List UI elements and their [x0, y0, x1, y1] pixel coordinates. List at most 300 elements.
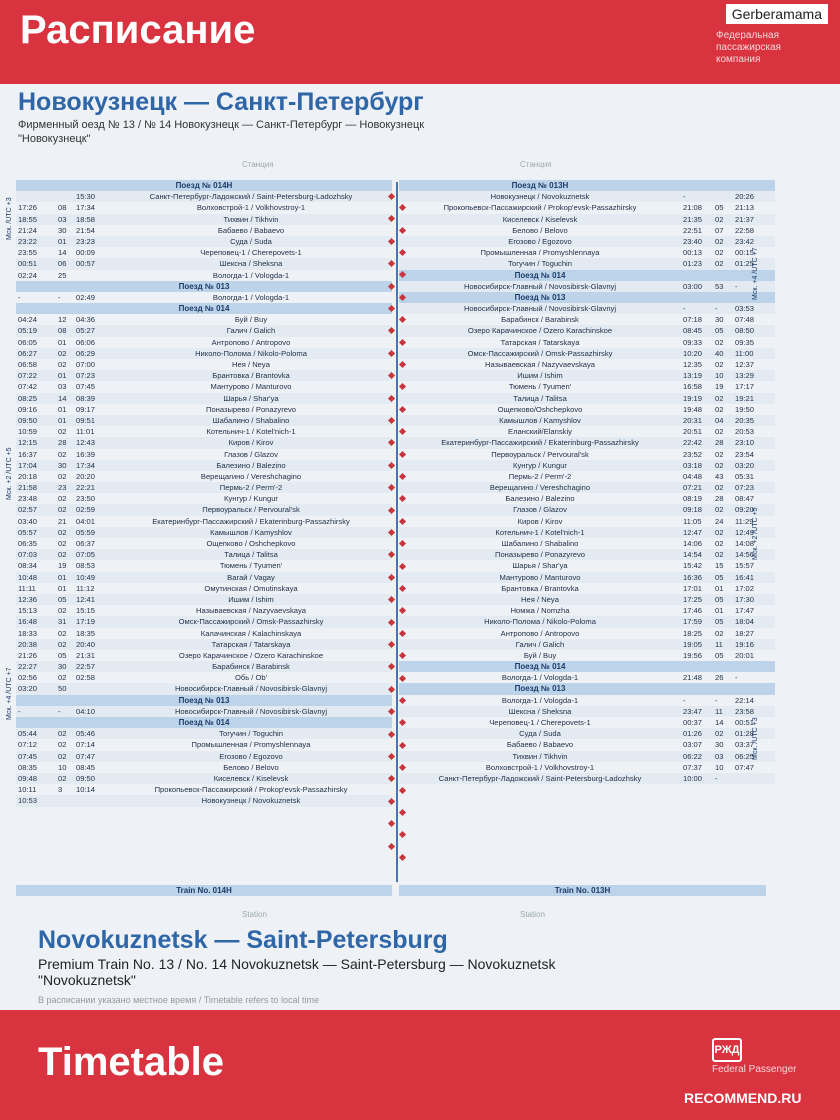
train-number-label: Поезд № 013: [178, 695, 230, 705]
table-row: [16, 639, 392, 650]
timezone-label: Мск. +4 /UTC +7: [752, 247, 759, 300]
stop-minutes: 05: [715, 594, 724, 604]
stop-minutes: 05: [715, 203, 724, 213]
arrival-time: 19:19: [683, 393, 703, 403]
route-divider: [396, 182, 398, 882]
departure-time: 07:47: [76, 751, 96, 761]
stop-minutes: 02: [715, 539, 724, 548]
stop-minutes: -: [58, 706, 61, 716]
station-name: Глазов / Glazov: [224, 449, 278, 459]
station-name: Санкт-Петербург-Ладожский / Saint-Petersburg-Ladozhsky: [438, 773, 642, 783]
arrival-time: 09:16: [18, 404, 38, 414]
departure-time: 17:34: [76, 203, 96, 213]
stop-minutes: 14: [715, 718, 724, 727]
departure-time: 03:53: [735, 304, 755, 314]
stop-minutes: 01: [58, 583, 67, 593]
stop-minutes: 30: [58, 225, 67, 235]
stop-minutes: 01: [58, 404, 67, 414]
watermark-bottom: RECOMMEND.RU: [684, 1090, 802, 1106]
station-name: Талица / Talitsa: [224, 550, 278, 560]
table-row: [399, 538, 775, 549]
station-name: Вологда-1 / Vologda-1: [501, 695, 579, 705]
table-row: [399, 516, 775, 527]
station-name: Озеро Карачинское / Ozero Karachinskoe: [467, 326, 613, 336]
departure-time: 23:10: [735, 438, 755, 448]
station-name: Ощепково/Oshchepkovo: [497, 404, 583, 414]
stop-minutes: 05: [715, 650, 724, 660]
stop-minutes: 02: [58, 729, 67, 739]
table-row: [399, 471, 775, 482]
station-name: Галич / Galich: [515, 639, 565, 649]
train-number-label: Поезд № 013Н: [511, 181, 569, 190]
departure-time: 06:06: [76, 337, 96, 347]
stop-minutes: 02: [715, 460, 724, 470]
arrival-time: 16:37: [18, 449, 38, 459]
stop-minutes: 14: [58, 393, 67, 403]
stop-minutes: 30: [715, 315, 724, 325]
station-name: Новосибирск-Главный / Novosibirsk-Glavnyj: [463, 304, 617, 314]
departure-time: 07:23: [76, 371, 96, 381]
stop-minutes: 02: [715, 214, 724, 224]
station-name: Барабинск / Barabinsk: [212, 662, 290, 672]
route-marker: [399, 809, 406, 816]
brand-name: Federal Passenger: [712, 1064, 797, 1075]
departure-time: 02:49: [76, 292, 96, 302]
departure-time: 04:36: [76, 315, 96, 325]
table-row: [16, 214, 392, 225]
arrival-time: 23:22: [18, 236, 38, 246]
departure-time: 21:31: [76, 650, 96, 660]
route-title-ru: Новокузнецк — Санкт-Петербург: [18, 88, 424, 116]
departure-time: 17:02: [735, 583, 755, 593]
route-marker: [388, 843, 395, 850]
departure-time: 07:45: [76, 382, 96, 392]
table-row: [399, 650, 775, 661]
table-row: [399, 325, 775, 336]
arrival-time: 14:06: [683, 539, 703, 548]
departure-time: 19:16: [735, 639, 755, 649]
stop-minutes: 05: [715, 617, 724, 627]
arrival-time: 03:18: [683, 460, 703, 470]
train-section-header: [399, 180, 775, 191]
table-row: [16, 393, 392, 404]
station-name: Пермь-2 / Perm'-2: [219, 483, 283, 493]
arrival-time: 05:57: [18, 527, 38, 537]
station-name: Нея / Neya: [521, 594, 559, 604]
table-row: [399, 605, 775, 616]
table-row: [16, 549, 392, 560]
departure-time: 19:21: [735, 393, 755, 403]
departure-time: 00:51: [735, 718, 755, 727]
table-row: [16, 751, 392, 762]
stop-minutes: -: [715, 773, 718, 783]
arrival-time: 12:47: [683, 527, 703, 537]
station-name: Еланский/Elanskiy: [508, 427, 572, 437]
table-row: [16, 650, 392, 661]
table-return: [399, 180, 775, 784]
station-name: Называевская / Nazyvaevskaya: [484, 360, 596, 369]
table-row: [16, 560, 392, 571]
departure-time: 03:37: [735, 740, 755, 750]
departure-time: 00:09: [76, 248, 96, 258]
stop-minutes: 30: [58, 460, 67, 470]
table-row: [399, 359, 775, 370]
stop-minutes: 01: [58, 236, 67, 246]
table-row: [16, 683, 392, 694]
stop-minutes: 02: [715, 337, 724, 347]
departure-time: 11:01: [76, 427, 95, 437]
table-row: [399, 314, 775, 325]
table-row: [16, 404, 392, 415]
station-name: Суда / Suda: [519, 729, 561, 739]
arrival-time: 23:55: [18, 248, 38, 258]
table-row: [16, 348, 392, 359]
arrival-time: 07:22: [18, 371, 38, 381]
station-name: Брантовка / Brantovka: [212, 371, 290, 381]
arrival-time: 03:40: [18, 516, 38, 526]
station-name: Обь / Ob': [234, 673, 268, 683]
train-number-label: Поезд № 014: [514, 270, 566, 280]
station-name: Брантовка / Brantovka: [501, 583, 579, 593]
departure-time: 16:41: [735, 572, 755, 582]
station-name: Тюмень / Tyumen': [508, 382, 572, 392]
route-marker: [399, 854, 406, 861]
table-row: [399, 527, 775, 538]
train-section-header: [16, 281, 392, 292]
departure-time: 22:57: [76, 662, 96, 672]
arrival-time: 06:58: [18, 360, 38, 369]
station-name: Называевская / Nazyvaevskaya: [195, 606, 307, 616]
arrival-time: 15:13: [18, 606, 38, 616]
train-section-header: [399, 683, 775, 694]
departure-time: 14:56: [735, 550, 755, 560]
station-name: Екатеринбург-Пассажирский / Ekaterinburg-Passazhirsky: [441, 438, 639, 448]
table-row: [16, 594, 392, 605]
departure-time: 11:00: [735, 348, 754, 358]
table-row: [399, 728, 775, 739]
arrival-time: 05:19: [18, 326, 38, 336]
station-name: Мантурово / Manturovo: [210, 382, 292, 392]
table-row: [399, 348, 775, 359]
stop-minutes: 26: [715, 673, 724, 683]
arrival-time: 06:05: [18, 337, 38, 347]
station-name: Киров / Kirov: [517, 516, 563, 526]
table-row: [399, 236, 775, 247]
departure-time: 09:35: [735, 337, 755, 347]
stop-minutes: 02: [715, 259, 724, 269]
arrival-time: 16:48: [18, 617, 38, 627]
arrival-time: 06:27: [18, 348, 38, 358]
table-row: [399, 493, 775, 504]
departure-time: 07:23: [735, 483, 755, 493]
departure-time: 18:04: [735, 617, 755, 627]
station-name: Барабинск / Barabinsk: [501, 315, 579, 325]
departure-time: -: [735, 673, 738, 683]
subtitle-ru-line2: "Новокузнецк": [18, 133, 91, 145]
stop-minutes: 02: [58, 773, 67, 783]
table-row: [16, 739, 392, 750]
departure-time: 10:49: [76, 572, 96, 582]
table-row: [399, 695, 775, 706]
station-name: Волховстрой-1 / Volkhovstroy-1: [485, 762, 595, 772]
station-name: Прокопьевск-Пассажирский / Prokop'evsk-Passazhirsky: [443, 203, 637, 213]
station-name: Котельнич-1 / Kotel'nich-1: [495, 527, 585, 537]
arrival-time: 17:25: [683, 594, 703, 604]
departure-time: 23:58: [735, 706, 755, 716]
table-row: [399, 225, 775, 236]
station-name: Вологда-1 / Vologda-1: [212, 292, 290, 302]
station-name: Мантурово / Manturovo: [499, 572, 581, 582]
arrival-time: 18:33: [18, 628, 38, 638]
departure-time: 20:53: [735, 427, 755, 437]
stop-minutes: 30: [58, 662, 67, 672]
station-name: Санкт-Петербург-Ладожский / Saint-Petersburg-Ladozhsky: [149, 192, 353, 202]
table-row: [16, 236, 392, 247]
arrival-time: 21:58: [18, 483, 38, 493]
departure-time: 01:28: [735, 729, 755, 739]
station-name: Тогучин / Toguchin: [508, 259, 572, 269]
arrival-time: 07:03: [18, 550, 38, 560]
station-name: Новокузнецк / Novokuznetsk: [201, 796, 301, 806]
train-label-right: Train No. 013H: [399, 885, 766, 896]
table-row: [399, 449, 775, 460]
arrival-time: 20:18: [18, 471, 38, 481]
stop-minutes: 02: [58, 527, 67, 537]
table-row: [399, 258, 775, 269]
arrival-time: 22:51: [683, 225, 703, 235]
arrival-time: 15:42: [683, 561, 703, 571]
table-row: [399, 549, 775, 560]
arrival-time: 12:36: [18, 594, 38, 604]
departure-time: 05:27: [76, 326, 96, 336]
table-row: [16, 773, 392, 784]
station-name: Первоуральск / Pervoural'sk: [202, 505, 300, 515]
train-section-header: [16, 717, 392, 728]
arrival-time: 22:27: [18, 662, 38, 672]
departure-time: 08:53: [76, 561, 96, 571]
departure-time: 23:50: [76, 494, 96, 504]
station-name: Антропово / Antropovo: [500, 628, 580, 638]
arrival-time: 21:24: [18, 225, 38, 235]
departure-time: 13:29: [735, 371, 755, 381]
table-row: [399, 281, 775, 292]
arrival-time: 11:05: [683, 516, 702, 526]
stop-minutes: 02: [58, 348, 67, 358]
table-row: [399, 628, 775, 639]
arrival-time: 00:51: [18, 259, 38, 269]
stop-minutes: 01: [58, 572, 67, 582]
arrival-time: 12:35: [683, 360, 703, 369]
table-row: [16, 225, 392, 236]
table-row: [16, 202, 392, 213]
departure-time: 11:12: [76, 583, 95, 593]
table-row: [399, 762, 775, 773]
stop-minutes: 23: [58, 483, 67, 493]
departure-time: 05:59: [76, 527, 96, 537]
stop-minutes: 01: [58, 415, 67, 425]
stop-minutes: 05: [58, 650, 67, 660]
stop-minutes: 10: [715, 762, 724, 772]
arrival-time: 20:31: [683, 415, 703, 425]
departure-time: 17:34: [76, 460, 96, 470]
local-time-note: В расписании указано местное время / Timetable refers to local time: [38, 995, 319, 1005]
arrival-time: -: [18, 706, 21, 716]
stop-minutes: 15: [715, 561, 724, 571]
station-name: Череповец-1 / Cherepovets-1: [200, 248, 302, 258]
stop-minutes: 02: [58, 449, 67, 459]
stop-minutes: 02: [715, 248, 724, 258]
stop-minutes: 02: [58, 494, 67, 504]
station-name: Камышлов / Kamyshlov: [499, 415, 581, 425]
departure-time: 08:50: [735, 326, 755, 336]
arrival-time: 09:50: [18, 415, 38, 425]
table-row: [399, 426, 775, 437]
departure-time: 19:50: [735, 404, 755, 414]
station-name: Шексна / Sheksna: [508, 706, 572, 716]
timezone-label: Мск. /UTC +3: [752, 717, 759, 760]
station-name: Галич / Galich: [226, 326, 276, 336]
subtitle-ru: [18, 118, 424, 146]
arrival-time: 16:36: [683, 572, 703, 582]
arrival-time: 17:26: [18, 203, 38, 213]
stop-minutes: 21: [58, 516, 67, 526]
arrival-time: 13:19: [683, 371, 703, 381]
arrival-time: -: [683, 695, 686, 705]
table-row: [399, 560, 775, 571]
arrival-time: 22:42: [683, 438, 703, 448]
table-row: [399, 482, 775, 493]
arrival-time: 23:48: [18, 494, 38, 504]
departure-time: 18:35: [76, 628, 96, 638]
route-marker: [399, 831, 406, 838]
table-row: [16, 538, 392, 549]
stop-minutes: 02: [58, 427, 67, 437]
arrival-time: 19:05: [683, 639, 703, 649]
timezone-label: Мск. +2 /UTC +5: [6, 447, 13, 500]
station-name: Череповец-1 / Cherepovets-1: [489, 718, 591, 727]
station-name: Киселевск / Kiselevsk: [502, 214, 578, 224]
stop-minutes: 3: [58, 785, 63, 795]
table-row: [399, 393, 775, 404]
departure-time: 18:27: [735, 628, 755, 638]
arrival-time: 16:58: [683, 382, 703, 392]
arrival-time: 17:04: [18, 460, 38, 470]
stop-minutes: 08: [58, 326, 67, 336]
footer-title: Timetable: [38, 1040, 224, 1084]
train-number-label: Поезд № 013: [514, 684, 566, 694]
station-name: Киселевск / Kiselevsk: [213, 773, 289, 783]
watermark-top: Gerberamama: [726, 4, 828, 24]
column-footer-station-right: Station: [520, 910, 545, 919]
arrival-time: 03:00: [683, 281, 703, 291]
stop-minutes: 08: [58, 203, 67, 213]
departure-time: 06:25: [735, 751, 755, 761]
departure-time: 08:47: [735, 494, 755, 504]
stop-minutes: 02: [58, 673, 67, 683]
departure-time: 07:48: [735, 315, 755, 325]
arrival-time: 17:01: [683, 583, 703, 593]
arrival-time: 19:56: [683, 650, 703, 660]
table-row: [16, 661, 392, 672]
table-row: [16, 460, 392, 471]
table-row: [16, 482, 392, 493]
station-name: Вологда-1 / Vologda-1: [212, 270, 290, 280]
route-marker: [388, 820, 395, 827]
stop-minutes: 02: [715, 236, 724, 246]
departure-time: 23:54: [735, 449, 755, 459]
company-name: Федеральная пассажирская компания: [716, 30, 781, 65]
stop-minutes: 28: [58, 438, 67, 448]
train-number-label: Поезд № 014: [178, 304, 230, 314]
table-row: [16, 728, 392, 739]
table-row: [399, 504, 775, 515]
arrival-time: 05:44: [18, 729, 38, 739]
station-name: Прокопьевск-Пассажирский / Prokop'evsk-Passazhirsky: [154, 785, 348, 795]
stop-minutes: 05: [715, 572, 724, 582]
table-row: [399, 639, 775, 650]
stop-minutes: 01: [58, 337, 67, 347]
stop-minutes: 28: [715, 494, 724, 504]
departure-time: 17:30: [735, 594, 755, 604]
table-row: [16, 572, 392, 583]
stop-minutes: 05: [58, 594, 67, 604]
train-section-header: [399, 292, 775, 303]
arrival-time: 09:48: [18, 773, 38, 783]
arrival-time: 01:23: [683, 259, 703, 269]
departure-time: 12:49: [735, 527, 755, 537]
stop-minutes: 02: [715, 360, 724, 369]
table-row: [399, 404, 775, 415]
station-name: Тихвин / Tikhvin: [512, 751, 568, 761]
departure-time: 09:51: [76, 415, 96, 425]
subtitle-ru-line1: Фирменный оезд № 13 / № 14 Новокузнецк — Санкт-Петербург — Новокузнецк: [18, 119, 425, 131]
table-row: [399, 594, 775, 605]
stop-minutes: 28: [715, 438, 724, 448]
arrival-time: 23:52: [683, 449, 703, 459]
table-row: [16, 437, 392, 448]
station-name: Кунгур / Kungur: [224, 494, 278, 504]
table-row: [16, 493, 392, 504]
stop-minutes: 02: [58, 360, 67, 369]
stop-minutes: -: [58, 292, 61, 302]
departure-time: 18:58: [76, 214, 96, 224]
stop-minutes: 02: [58, 751, 67, 761]
arrival-time: 02:24: [18, 270, 38, 280]
departure-time: 00:15: [735, 248, 755, 258]
station-name: Шабалино / Shabalino: [501, 539, 579, 548]
station-name: Омск-Пассажирский / Omsk-Passazhirsky: [467, 348, 613, 358]
departure-time: 15:30: [76, 192, 96, 202]
arrival-time: 23:47: [683, 706, 703, 716]
departure-time: 06:29: [76, 348, 96, 358]
arrival-time: 09:33: [683, 337, 703, 347]
table-row: [399, 572, 775, 583]
departure-time: 15:57: [735, 561, 755, 571]
stop-minutes: 01: [715, 583, 724, 593]
station-name: Бабаево / Babaevo: [217, 225, 285, 235]
departure-time: 20:26: [735, 192, 755, 202]
stop-minutes: 12: [58, 315, 67, 325]
arrival-time: 09:18: [683, 505, 703, 515]
station-name: Нея / Neya: [232, 360, 270, 369]
station-name: Шарья / Shar'ya: [223, 393, 279, 403]
arrival-time: 17:59: [683, 617, 703, 627]
departure-time: 11:29: [735, 516, 754, 526]
table-row: [16, 415, 392, 426]
station-name: Ощепково / Oshchepkovo: [206, 539, 296, 548]
station-name: Промышленная / Promyshlennaya: [480, 248, 600, 258]
subtitle-en-line1: Premium Train No. 13 / No. 14 Novokuznetsk — Saint-Petersburg — Novokuznetsk: [38, 956, 556, 972]
